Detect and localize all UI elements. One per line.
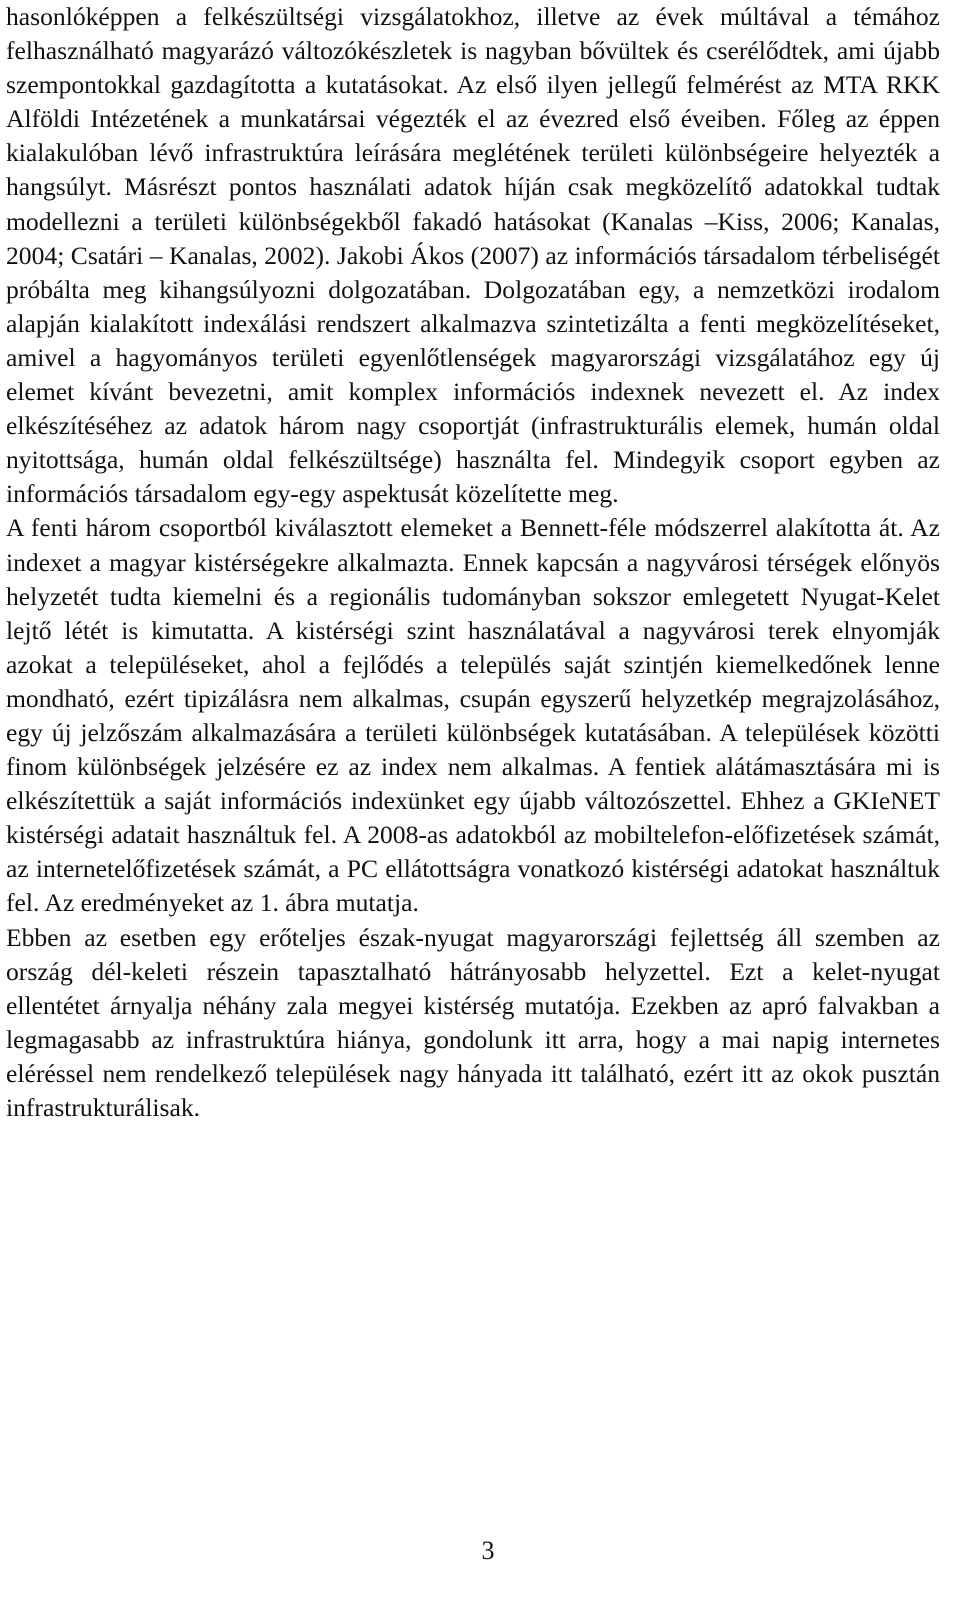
paragraph-1: hasonlóképpen a felkészültségi vizsgálatokhoz, illetve az évek múltával a témához felhasználható magyarázó változókészletek is nagyban bővültek és cserélődtek, ami újabb szempontokkal gazdagította a kutatásokat. Az első ilyen jellegű felmérést az MTA RKK Alföldi Intézetének a munkatársai végezték el az évezred első éveiben. Főleg az éppen kialakulóban lévő infrastruktúra leírására meglétének területi különbségeire helyezték a hangsúlyt. Másrészt pontos használati adatok híján csak megközelítő adatokkal tudtak modellezni a területi különbségekből fakadó hatásokat (Kanalas –Kiss, 2006; Kanalas, 2004; Csatári – Kanalas, 2002). Jakobi Ákos (2007) az információs társadalom térbeliségét próbálta meg kihangsúlyozni dolgozatában. Dolgozatában egy, a nemzetközi irodalom alapján kialakított indexálási rendszert alkalmazva szintetizálta a fenti megközelítéseket, amivel a hagyományos területi egyenlőtlenségek magyarországi vizsgálatához egy új elemet kívánt bevezetni, amit komplex információs indexnek nevezett el. Az index elkészítéséhez az adatok három nagy csoportját (infrastrukturális elemek, humán oldal nyitottsága, humán oldal felkészültsége) használta fel. Mindegyik csoport egyben az információs társadalom egy-egy aspektusát közelítette meg. <box>6 2 940 509</box>
paragraph-2: A fenti három csoportból kiválasztott elemeket a Bennett-féle módszerrel alakította át. Az indexet a magyar kistérségekre alkalmazta. Ennek kapcsán a nagyvárosi térségek előnyös helyzetét tudta kiemelni és a regionális tudományban sokszor emlegetett Nyugat-Kelet lejtő létét is kimutatta. A kistérségi szint használatával a nagyvárosi terek elnyomják azokat a településeket, ahol a fejlődés a település saját szintjén kiemelkedőnek lenne mondható, ezért tipizálásra nem alkalmas, csupán egyszerű helyzetkép megrajzolásához, egy új jelzőszám alkalmazására a területi különbségek kutatásában. A települések közötti finom különbségek jelzésére ez az index nem alkalmas. A fentiek alátámasztására mi is elkészítettük a saját információs indexünket egy újabb változószettel. Ehhez a GKIeNET kistérségi adatait használtuk fel. A 2008-as adatokból az mobiltelefon-előfizetések számát, az internetelőfizetések számát, a PC ellátottságra vonatkozó kistérségi adatokat használtuk fel. Az eredményeket az 1. ábra mutatja. <box>6 513 940 918</box>
paragraph-3: Ebben az esetben egy erőteljes észak-nyugat magyarországi fejlettség áll szemben az ország dél-keleti részein tapasztalható hátrányosabb helyzettel. Ezt a kelet-nyugat ellentétet árnyalja néhány zala megyei kistérség mutatója. Ezekben az apró falvakban a legmagasabb az infrastruktúra hiánya, gondolunk itt arra, hogy a mai napig internetes eléréssel nem rendelkező települések nagy hányada itt található, ezért itt az okok pusztán infrastrukturálisak. <box>6 922 940 1122</box>
document-page <box>6 0 940 1125</box>
page-number: 3 <box>481 1536 495 1565</box>
